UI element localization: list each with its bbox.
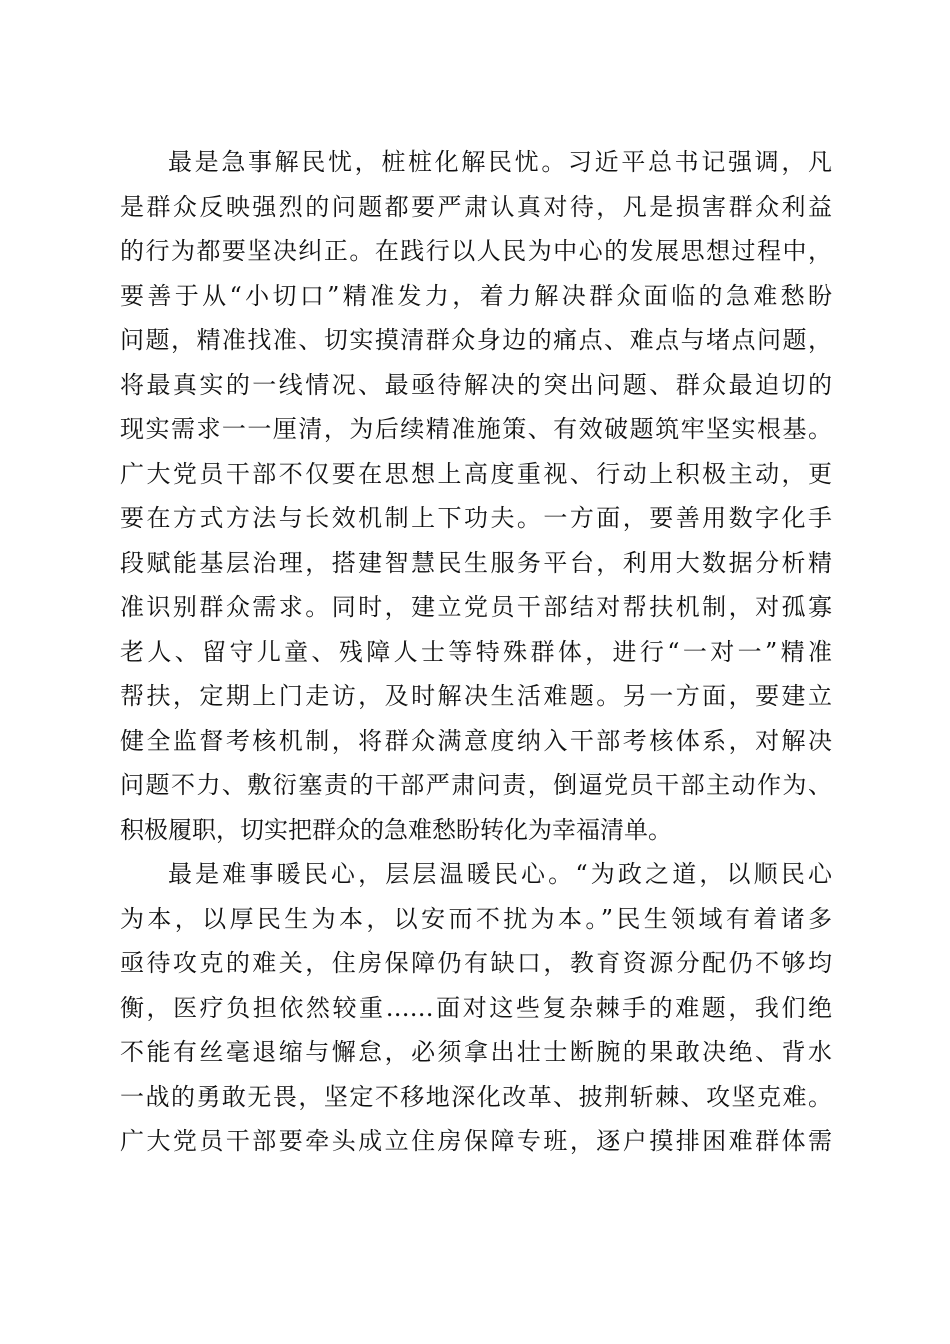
text-line: 一战的勇敢无畏，坚定不移地深化改革、披荆斩棘、攻坚克难。: [120, 1082, 832, 1111]
text-line: 现实需求一一厘清，为后续精准施策、有效破题筑牢坚实根基。: [120, 415, 832, 443]
text-line: 广大党员干部要牵头成立住房保障专班，逐户摸排困难群体需: [120, 1127, 832, 1155]
text-line: 要善于从“小切口”精准发力，着力解决群众面临的急难愁盼: [120, 281, 832, 310]
text-line: 将最真实的一线情况、最亟待解决的突出问题、群众最迫切的: [120, 370, 832, 399]
text-line: 不能有丝毫退缩与懈怠，必须拿出壮士断腕的果敢决绝、背水: [120, 1038, 832, 1066]
text-line: 是群众反映强烈的问题都要严肃认真对待，凡是损害群众利益: [120, 192, 832, 221]
text-line: 帮扶，定期上门走访，及时解决生活难题。另一方面，要建立: [120, 682, 832, 710]
text-line: 广大党员干部不仅要在思想上高度重视、行动上积极主动，更: [120, 459, 832, 488]
paragraph-1: [120, 140, 832, 852]
text-line: 亟待攻克的难关，住房保障仍有缺口，教育资源分配仍不够均: [120, 949, 832, 977]
paragraph-2: [120, 852, 832, 1164]
text-line: 问题，精准找准、切实摸清群众身边的痛点、难点与堵点问题，: [120, 326, 832, 354]
text-line: 准识别群众需求。同时，建立党员干部结对帮扶机制，对孤寡: [120, 593, 832, 621]
body-text: [120, 140, 832, 1164]
text-line: 问题不力、敷衍塞责的干部严肃问责，倒逼党员干部主动作为、: [120, 771, 832, 799]
text-line: 为本，以厚民生为本，以安而不扰为本。”民生领域有着诸多: [120, 904, 832, 933]
text-line: 衡，医疗负担依然较重……面对这些复杂棘手的难题，我们绝: [120, 993, 832, 1022]
text-line: 老人、留守儿童、残障人士等特殊群体，进行“一对一”精准: [120, 637, 832, 666]
text-line: 最是急事解民忧，桩桩化解民忧。习近平总书记强调，凡: [168, 148, 832, 176]
text-line: 的行为都要坚决纠正。在践行以人民为中心的发展思想过程中，: [120, 237, 832, 265]
text-line: 段赋能基层治理，搭建智慧民生服务平台，利用大数据分析精: [120, 548, 832, 577]
text-line: 健全监督考核机制，将群众满意度纳入干部考核体系，对解决: [120, 726, 832, 755]
text-line: 要在方式方法与长效机制上下功夫。一方面，要善用数字化手: [120, 504, 832, 532]
text-line: 积极履职，切实把群众的急难愁盼转化为幸福清单。: [120, 815, 672, 844]
text-line: 最是难事暖民心，层层温暖民心。“为政之道，以顺民心: [168, 860, 832, 888]
